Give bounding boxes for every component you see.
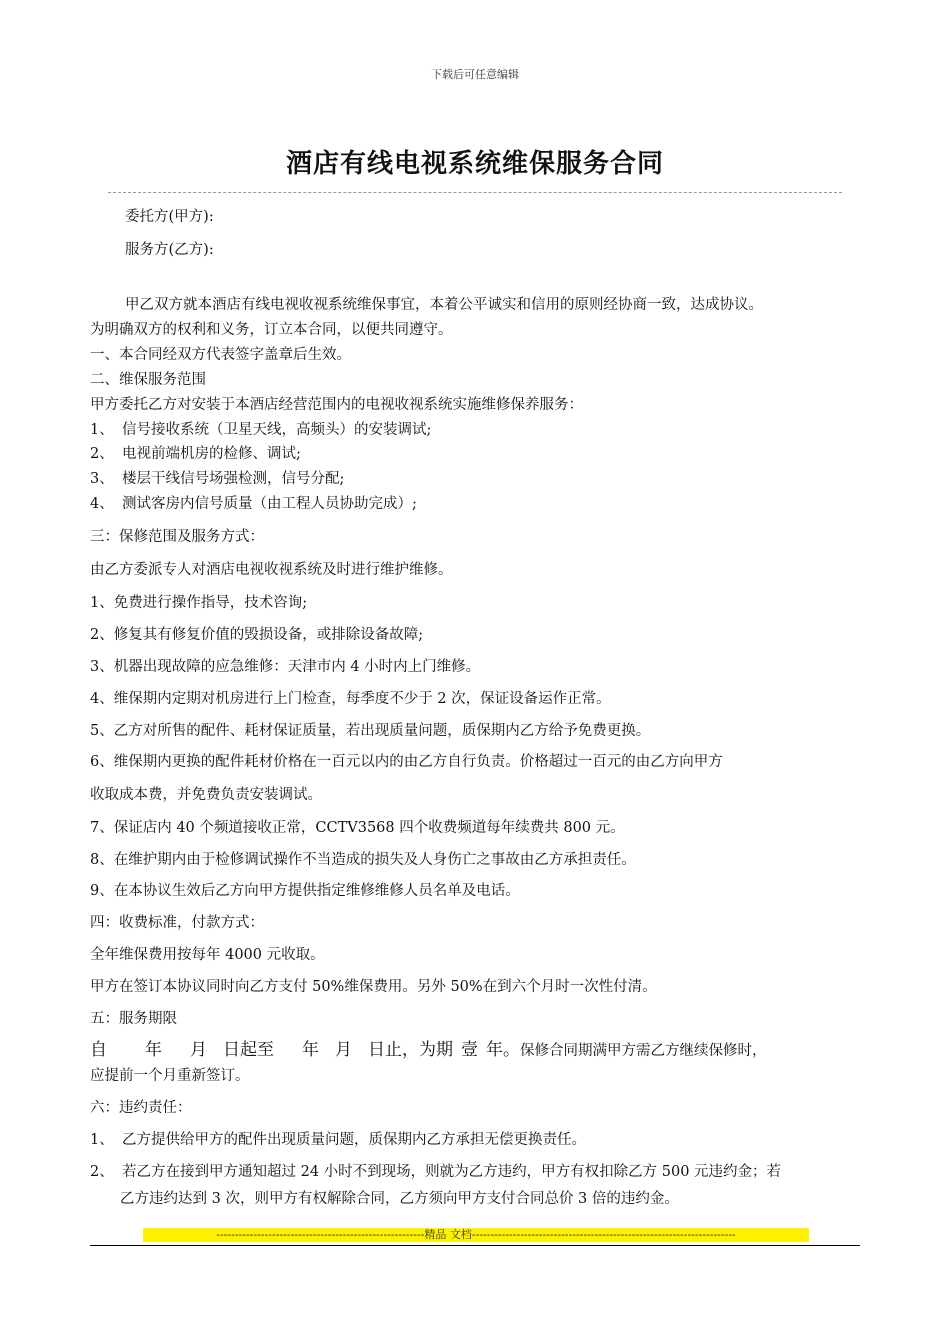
item-text: 乙方提供给甲方的配件出现质量问题，质保期内乙方承担无偿更换责任。 bbox=[122, 1132, 586, 1148]
item-text: 电视前端机房的检修、调试; bbox=[122, 446, 301, 462]
term-word: 月 bbox=[190, 1040, 207, 1060]
term-word: 日止，为期 bbox=[368, 1040, 453, 1060]
item-number: 1、 bbox=[90, 422, 114, 438]
item-number: 1、 bbox=[90, 1132, 114, 1148]
section-4-title: 四：收费标准，付款方式： bbox=[90, 915, 264, 931]
list-item bbox=[90, 420, 431, 440]
term-word: 年。 bbox=[486, 1040, 520, 1060]
section-3-desc: 由乙方委派专人对酒店电视收视系统及时进行维护维修。 bbox=[90, 562, 453, 578]
term-word: 年 bbox=[302, 1040, 319, 1060]
list-item-continuation: 乙方违约达到 3 次，则甲方有权解除合同，乙方须向甲方支付合同总价 3 倍的违约金。 bbox=[120, 1191, 679, 1207]
section-6-title: 六：违约责任： bbox=[90, 1100, 192, 1116]
term-rest: 保修合同期满甲方需乙方继续保修时， bbox=[520, 1043, 767, 1059]
section-2-title: 二、维保服务范围 bbox=[90, 372, 206, 388]
party-a-label: 委托方(甲方): bbox=[125, 209, 214, 225]
list-item: 2、修复其有修复价值的毁损设备，或排除设备故障; bbox=[90, 627, 424, 643]
item-number: 4、 bbox=[90, 496, 114, 512]
term-word: 月 bbox=[335, 1040, 352, 1060]
footer-divider bbox=[90, 1245, 860, 1246]
item-text: 测试客房内信号质量（由工程人员协助完成）; bbox=[122, 496, 417, 512]
term-word: 日起至 bbox=[223, 1040, 274, 1060]
list-item: 7、保证店内 40 个频道接收正常，CCTV3568 四个收费频道每年续费共 800 元。 bbox=[90, 820, 625, 836]
item-text: 信号接收系统（卫星天线，高频头）的安装调试; bbox=[122, 422, 432, 438]
list-item: 1、免费进行操作指导，技术咨询; bbox=[90, 595, 308, 611]
list-item: 9、在本协议生效后乙方向甲方提供指定维修维修人员名单及电话。 bbox=[90, 883, 520, 899]
section-3-title: 三：保修范围及服务方式： bbox=[90, 529, 264, 545]
item-text: 楼层干线信号场强检测，信号分配; bbox=[122, 471, 345, 487]
intro-paragraph-line-2: 为明确双方的权利和义务，订立本合同，以便共同遵守。 bbox=[90, 322, 453, 338]
item-number: 2、 bbox=[90, 1164, 114, 1180]
title-divider bbox=[108, 192, 842, 193]
list-item: 3、机器出现故障的应急维修：天津市内 4 小时内上门维修。 bbox=[90, 659, 481, 675]
party-b-label: 服务方(乙方): bbox=[125, 242, 214, 258]
term-word: 年 bbox=[145, 1040, 162, 1060]
list-item bbox=[90, 1162, 781, 1182]
header-note: 下载后可任意编辑 bbox=[431, 68, 519, 81]
fee-line-1: 全年维保费用按每年 4000 元收取。 bbox=[90, 947, 325, 963]
list-item bbox=[90, 444, 301, 464]
term-word: 壹 bbox=[461, 1040, 478, 1060]
list-item: 5、乙方对所售的配件、耗材保证质量，若出现质量问题，质保期内乙方给予免费更换。 bbox=[90, 723, 651, 739]
list-item bbox=[90, 1130, 586, 1150]
section-1: 一、本合同经双方代表签字盖章后生效。 bbox=[90, 347, 351, 363]
list-item bbox=[90, 469, 344, 489]
list-item: 8、在维护期内由于检修调试操作不当造成的损失及人身伤亡之事故由乙方承担责任。 bbox=[90, 852, 636, 868]
item-number: 2、 bbox=[90, 446, 114, 462]
section-2-desc: 甲方委托乙方对安装于本酒店经营范围内的电视收视系统实施维修保养服务： bbox=[90, 397, 583, 413]
list-item: 4、维保期内定期对机房进行上门检查，每季度不少于 2 次，保证设备运作正常。 bbox=[90, 691, 611, 707]
list-item: 6、维保期内更换的配件耗材价格在一百元以内的由乙方自行负责。价格超过一百元的由乙方向甲方 bbox=[90, 754, 723, 770]
list-item-continuation: 收取成本费，并免费负责安装调试。 bbox=[90, 787, 322, 803]
footer-banner: --------------------------------------------------------精品 文档----------------------------------------------------------------------- bbox=[143, 1228, 809, 1242]
term-word: 自 bbox=[90, 1040, 107, 1060]
item-number: 3、 bbox=[90, 471, 114, 487]
fee-line-2: 甲方在签订本协议同时向乙方支付 50%维保费用。另外 50%在到六个月时一次性付清。 bbox=[90, 979, 657, 995]
item-text: 若乙方在接到甲方通知超过 24 小时不到现场，则就为乙方违约，甲方有权扣除乙方 500 元违约金；若 bbox=[122, 1164, 782, 1180]
section-5-title: 五：服务期限 bbox=[90, 1011, 177, 1027]
term-line bbox=[90, 1040, 767, 1061]
page-title: 酒店有线电视系统维保服务合同 bbox=[285, 149, 664, 179]
term-line-2: 应提前一个月重新签订。 bbox=[90, 1068, 250, 1084]
intro-paragraph-line-1: 甲乙双方就本酒店有线电视收视系统维保事宜，本着公平诚实和信用的原则经协商一致，达成协议。 bbox=[125, 297, 763, 313]
list-item bbox=[90, 494, 417, 514]
